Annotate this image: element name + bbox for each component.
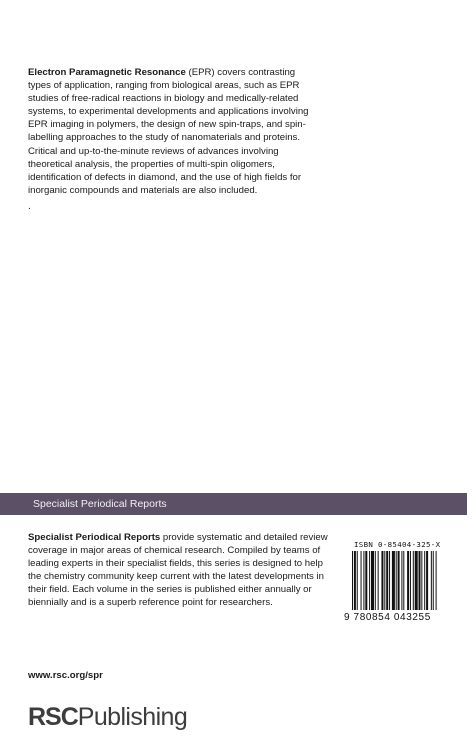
- trailing-mark: .: [28, 201, 31, 212]
- series-band-label: Specialist Periodical Reports: [33, 498, 167, 510]
- series-band: [0, 493, 467, 515]
- epr-term: Electron Paramagnetic Resonance: [28, 67, 186, 78]
- series-text: provide systematic and detailed review coverage in major areas of chemical research. Compiled by teams of leading experts in their specialist fields, this series is designed to help the chemistry community keep current with the latest developments in their field. Each volume in the series is published either annually or biennially and is a superb reference point for researchers.: [28, 532, 328, 609]
- logo-rsc: RSC: [28, 703, 78, 731]
- logo-publishing: Publishing: [77, 703, 188, 731]
- description-text: (EPR) covers contrasting types of application, ranging from biological areas, such as EPR studies of free-radical reactions in biology and medically-related systems, to experimental developments and applications involving EPR imaging in polymers, the design of new spin-traps, and spin-labelling approaches to the study of nanomaterials and proteins. Critical and up-to-the-minute reviews of advances involving theoretical analysis, the properties of multi-spin oligomers, identification of defects in diamond, and the use of high fields for inorganic compounds and materials are also included.: [28, 67, 309, 196]
- isbn-label: ISBN 0-85404-325-X: [354, 540, 441, 549]
- series-description: [28, 531, 328, 610]
- series-term: Specialist Periodical Reports: [28, 532, 161, 543]
- description-paragraph: [28, 66, 318, 197]
- barcode-digits: 9 780854 043255: [344, 612, 431, 623]
- rsc-publishing-logo: [28, 703, 187, 731]
- barcode-image: [352, 551, 464, 610]
- website-link[interactable]: www.rsc.org/spr: [28, 670, 103, 681]
